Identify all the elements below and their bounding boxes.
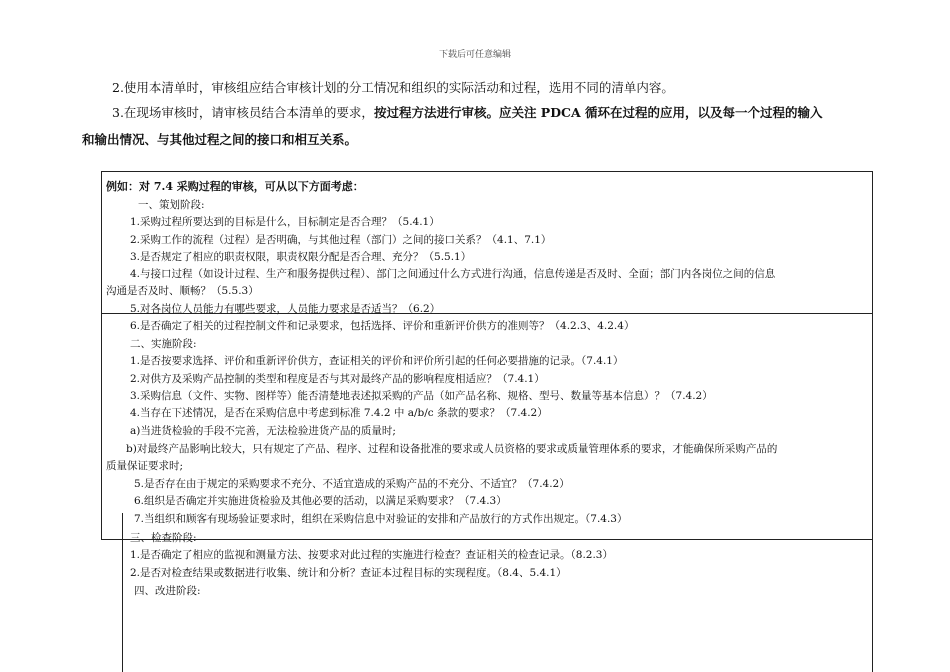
check-item-2: 2.是否对检查结果或数据进行收集、统计和分析？查证本过程目标的实现程度。（8.4、5.4.1）: [130, 567, 567, 579]
intro-paragraph-3-cont: 和输出情况、与其他过程之间的接口和相互关系。: [82, 132, 358, 147]
box-border-right-upper: [872, 171, 873, 539]
intro-paragraph-2: 2.使用本清单时，审核组应结合审核计划的分工情况和组织的实际活动和过程，选用不同的清单内容。: [112, 80, 674, 95]
do-item-3: 3.采购信息（文件、实物、图样等）能否清楚地表述拟采购的产品（如产品名称、规格、型号、数量等基本信息）？（7.4.2）: [130, 390, 713, 402]
plan-item-6: 6.是否确定了相关的过程控制文件和记录要求，包括选择、评价和重新评价供方的准则等？（4.2.3、4.2.4）: [130, 320, 635, 332]
box-divider-2: [101, 539, 873, 540]
plan-item-1: 1.采购过程所要达到的目标是什么，目标制定是否合理？（5.4.1）: [130, 216, 440, 228]
do-item-4a: a)当进货检验的手段不完善，无法检验进货产品的质量时;: [130, 425, 396, 437]
stage-plan-heading: 一、策划阶段:: [138, 199, 205, 211]
box-border-left-upper: [101, 171, 102, 540]
plan-item-3: 3.是否规定了相应的职责权限，职责权限分配是否合理、充分？（5.5.1）: [130, 251, 472, 263]
do-item-5: 5.是否存在由于规定的采购要求不充分、不适宜造成的采购产品的不充分、不适宜？（7.4.2）: [134, 478, 570, 490]
plan-item-2: 2.采购工作的流程（过程）是否明确，与其他过程（部门）之间的接口关系？（4.1、7.1）: [130, 234, 552, 246]
intro-paragraph-3: [112, 100, 823, 126]
do-item-6: 6.组织是否确定并实施进货检验及其他必要的活动，以满足采购要求？（7.4.3）: [134, 495, 507, 507]
box-title: 例如：对 7.4 采购过程的审核，可从以下方面考虑：: [106, 180, 364, 193]
stage-do-heading: 二、实施阶段:: [130, 338, 197, 350]
intro-p3-plain: 3.在现场审核时，请审核员结合本清单的要求，: [112, 105, 374, 120]
stage-check-heading: 三、检查阶段:: [130, 532, 197, 544]
box-border-right-lower: [872, 539, 873, 672]
do-item-2: 2.对供方及采购产品控制的类型和程度是否与其对最终产品的影响程度相适应？（7.4.1）: [130, 373, 545, 385]
do-item-4b-cont: 质量保证要求时;: [106, 460, 184, 472]
intro-p3-bold-1: 按过程方法进行审核。应关注 PDCA 循环在过程的应用，以及每一个过程的输入: [373, 105, 823, 120]
plan-item-5: 5.对各岗位人员能力有哪些要求，人员能力要求是否适当？（6.2）: [130, 303, 441, 315]
check-item-1: 1.是否确定了相应的监视和测量方法、按要求对此过程的实施进行检查？查证相关的检查记录。（8.2.3）: [130, 549, 613, 561]
stage-act-heading: 四、改进阶段:: [134, 585, 201, 597]
do-item-4b: b)对最终产品影响比较大，只有规定了产品、程序、过程和设备批准的要求或人员资格的要求或质量管理体系的要求，才能确保所采购产品的: [126, 443, 778, 455]
page-header: 下载后可任意编辑: [438, 50, 511, 60]
do-item-7: 7.当组织和顾客有现场验证要求时，组织在采购信息中对验证的安排和产品放行的方式作出规定。（7.4.3）: [134, 513, 628, 525]
plan-item-4: 4.与接口过程（如设计过程、生产和服务提供过程）、部门之间通过什么方式进行沟通，信息传递是否及时、全面；部门内各岗位之间的信息: [130, 268, 776, 280]
box-border-left-lower: [122, 513, 123, 672]
plan-item-4-cont: 沟通是否及时、顺畅？（5.5.3）: [106, 285, 259, 297]
box-border-top: [101, 171, 873, 172]
do-item-1: 1.是否按要求选择、评价和重新评价供方，查证相关的评价和评价所引起的任何必要措施的记录。（7.4.1）: [130, 355, 624, 367]
do-item-4: 4.当存在下述情况，是否在采购信息中考虑到标准 7.4.2 中 a/b/c 条款的要求？（7.4.2）: [130, 407, 548, 419]
